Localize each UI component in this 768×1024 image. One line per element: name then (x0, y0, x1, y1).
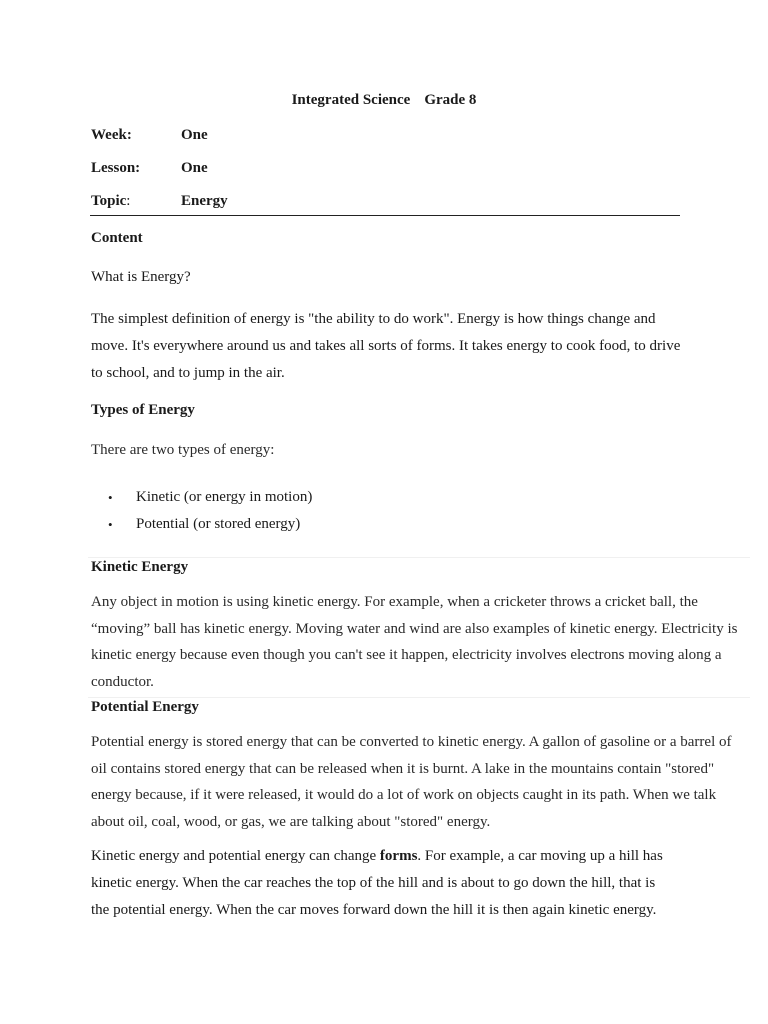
week-value: One (181, 127, 208, 143)
change-text: . For example, a car moving up a hill has (417, 848, 663, 864)
definition-line: The simplest definition of energy is "the ability to do work". Energy is how things change and (91, 311, 656, 327)
potential-heading: Potential Energy (91, 699, 199, 715)
topic-label-text: Topic (91, 193, 127, 209)
lesson-label: Lesson: (91, 160, 141, 176)
potential-line: Potential energy is stored energy that can be converted to kinetic energy. A gallon of gasoline or a barrel of (91, 734, 732, 750)
bullet-icon: • (108, 490, 113, 505)
types-intro: There are two types of energy: (91, 442, 275, 458)
types-heading: Types of Energy (91, 402, 195, 418)
definition-paragraph (91, 306, 680, 387)
list-item-label: Kinetic (or energy in motion) (136, 489, 313, 505)
energy-types-list (108, 484, 312, 538)
list-item (108, 511, 312, 538)
content-heading: Content (91, 230, 143, 246)
list-item-label: Potential (or stored energy) (136, 516, 301, 532)
forms-emphasis: forms (379, 848, 418, 864)
topic-label (91, 193, 130, 210)
section-divider (88, 557, 750, 558)
change-text: Kinetic energy and potential energy can change (91, 848, 380, 864)
bullet-icon: • (108, 517, 113, 532)
kinetic-heading: Kinetic Energy (91, 559, 189, 575)
kinetic-paragraph (91, 589, 737, 695)
topic-label-colon: : (126, 193, 131, 209)
list-item (108, 484, 312, 511)
kinetic-line: kinetic energy because even though you can't see it happen, electricity involves electrons moving along a (91, 647, 722, 663)
page-title (0, 92, 768, 109)
change-paragraph (91, 843, 663, 924)
kinetic-line: “moving” ball has kinetic energy. Moving water and wind are also examples of kinetic energy. Electricity is (91, 620, 738, 637)
topic-value: Energy (181, 193, 228, 209)
grade-title: Grade 8 (424, 92, 477, 108)
definition-line: move. It's everywhere around us and takes all sorts of forms. It takes energy to cook food, to drive (91, 338, 681, 354)
kinetic-line: conductor. (91, 673, 154, 690)
change-line (91, 843, 663, 870)
change-line: the potential energy. When the car moves forward down the hill it is then again kinetic energy. (91, 902, 657, 918)
subject-title: Integrated Science (291, 92, 411, 108)
definition-line: to school, and to jump in the air. (91, 365, 285, 381)
energy-question: What is Energy? (91, 269, 191, 285)
potential-line: oil contains stored energy that can be released when it is burnt. A lake in the mountains contain "stored" (91, 760, 715, 777)
potential-line: energy because, if it were released, it would do a lot of work on objects caught in its path. When we talk (91, 787, 717, 803)
lesson-value: One (181, 160, 208, 176)
section-divider (88, 697, 750, 698)
kinetic-line: Any object in motion is using kinetic energy. For example, when a cricketer throws a cricket ball, the (91, 594, 698, 610)
change-line: kinetic energy. When the car reaches the top of the hill and is about to go down the hill, that is (91, 875, 656, 891)
header-divider (90, 215, 680, 216)
potential-paragraph (91, 729, 732, 835)
potential-line: about oil, coal, wood, or gas, we are talking about "stored" energy. (91, 813, 491, 830)
week-label: Week: (91, 127, 132, 143)
